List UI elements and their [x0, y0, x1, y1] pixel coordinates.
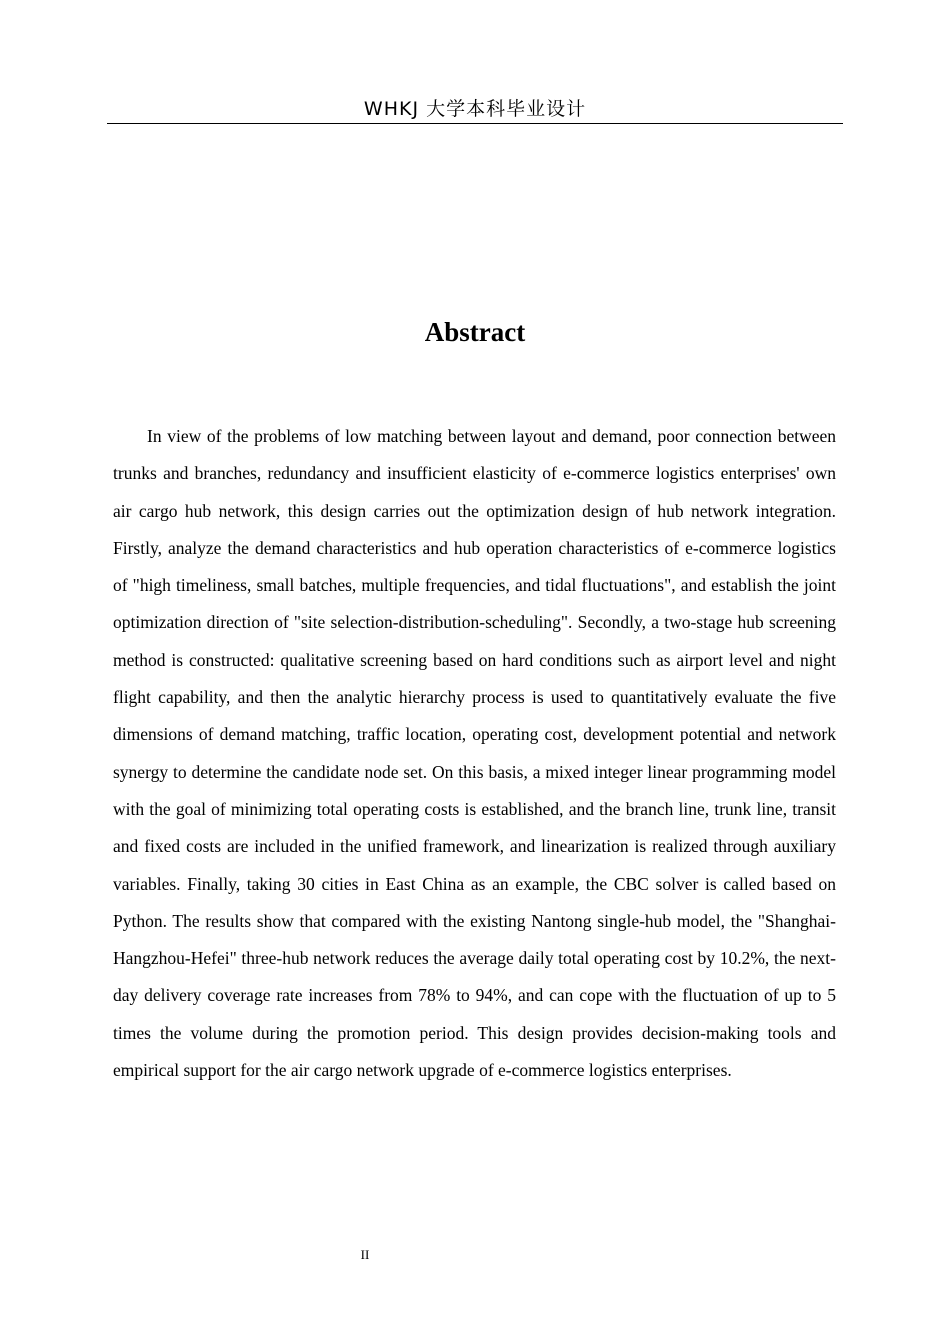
abstract-title: Abstract [424, 317, 526, 347]
running-header: WHKJ 大学本科毕业设计 [363, 98, 587, 120]
header-rule [107, 123, 843, 124]
abstract-paragraph: In view of the problems of low matching between layout and demand, poor connection between trunks and branches, redundancy and insufficient elasticity of e-commerce logistics enterprises' own air cargo hub network, this design carries out the optimization design of hub network integration. Firstly, analyze the demand characteristics and hub operation characteristics of e-commerce logistics of "high timeliness, small batches, multiple frequencies, and tidal fluctuations", and establish the joint optimization direction of "site selection-distribution-scheduling". Secondly, a two-stage hub screening method is constructed: qualitative screening based on hard conditions such as airport level and night flight capability, and then the analytic hierarchy process is used to quantitatively evaluate the five dimensions of demand matching, traffic location, operating cost, development potential and network synergy to determine the candidate node set. On this basis, a mixed integer linear programming model with the goal of minimizing total operating costs is established, and the branch line, trunk line, transit and fixed costs are included in the unified framework, and linearization is realized through auxiliary variables. Finally, taking 30 cities in East China as an example, the CBC solver is called based on Python. The results show that compared with the existing Nantong single-hub model, the "Shanghai-Hangzhou-Hefei" three-hub network reduces the average daily total operating cost by 10.2%, the next-day delivery coverage rate increases from 78% to 94%, and can cope with the fluctuation of up to 5 times the volume during the promotion period. This design provides decision-making tools and empirical support for the air cargo network upgrade of e-commerce logistics enterprises. [113, 426, 836, 1081]
page-number: II [360, 1247, 370, 1262]
